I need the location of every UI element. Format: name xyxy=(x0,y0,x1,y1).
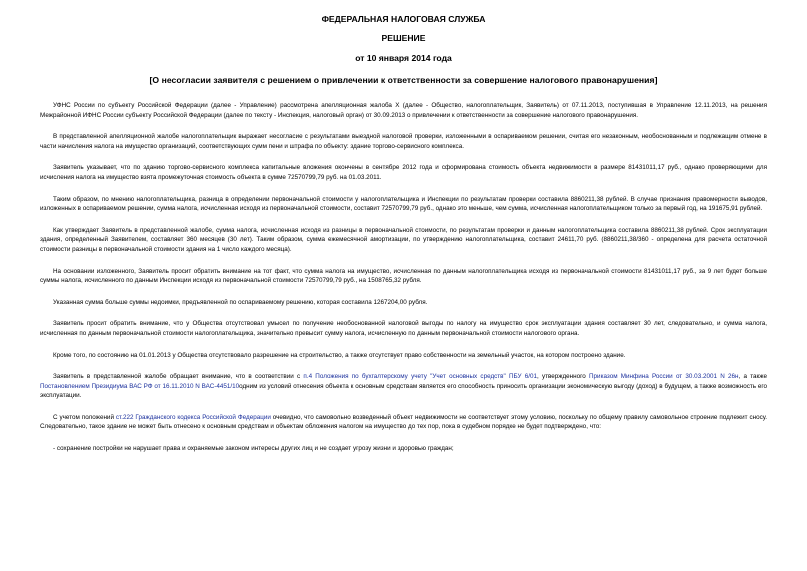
paragraph-text: Заявитель в представленной жалобе обращает внимание, что в соответствии с xyxy=(53,373,304,381)
pbu-6-01-link[interactable]: п.4 Положения по бухгалтерскому учету "Учет основных средств" ПБУ 6/01 xyxy=(303,373,537,381)
paragraph-text: С учетом положений xyxy=(53,413,116,421)
paragraph-text: , а также xyxy=(738,373,767,381)
paragraph-with-links xyxy=(40,413,767,432)
vas-resolution-link[interactable]: Постановлением Президиума ВАС РФ от 16.11.2010 N ВАС-4451/10 xyxy=(40,382,240,390)
document-date: от 10 января 2014 года xyxy=(355,53,452,63)
paragraph: - сохранение постройки не нарушает права и охраняемые законом интересы других лиц и не создает угрозу жизни и здоровью граждан; xyxy=(53,445,454,453)
paragraph-with-links xyxy=(40,372,767,401)
civil-code-link[interactable]: ст.222 Гражданского кодекса Российской Федерации xyxy=(115,413,271,421)
paragraph: В представленной апелляционной жалобе налогоплательщик выражает несогласие с результатами выездной налоговой проверки, изложенными в оспариваемом решении, считая его незаконным, необоснованным и подлежащим отмене в части начисления налога на имущество организаций, соответствующих сумм пени и штрафа по объекту: здание торгово-сервисного комплекса. xyxy=(40,133,767,150)
paragraph: Заявитель указывает, что по зданию торгово-сервисного комплекса капитальные вложения окончены в сентябре 2012 года и сформирована стоимость объекта недвижимости в размере 81431011,17 руб., однако проверяющими для исчисления налога на имущество взята промежуточная стоимость объекта в сумме 72570799,79 руб. на 01.03.2011. xyxy=(40,164,767,181)
document-subject: [О несогласии заявителя с решением о привлечении к ответственности за совершение налогового правонарушения] xyxy=(149,75,658,85)
paragraph: На основании изложенного, Заявитель просит обратить внимание на тот факт, что сумма налога на имущество, исчисленная по данным налогоплательщика исходя из первоначальной стоимости 81431011,17 руб., за 9 лет будет больше суммы налога, исчисленного по данным Инспекции исходя из первоначальной стоимости 72570799,79 руб., на 1508765,32 рубля. xyxy=(40,267,767,285)
paragraph: Таким образом, по мнению налогоплательщика, разница в определении первоначальной стоимости у налогоплательщика и Инспекции по результатам проверки составила 8860211,38 рублей. В случае признания правомерности выводов, изложенных в оспариваемом решении, сумма налога, исчисленная исходя из первоначальной стоимости, составит 72570799,79 руб., однако это меньше, чем сумма, исчисленная налогоплательщиком только за первый год, на 191675,91 рублей. xyxy=(40,195,767,213)
minfin-order-link[interactable]: Приказом Минфина России от 30.03.2001 N 26н xyxy=(589,373,739,381)
document-type: РЕШЕНИЕ xyxy=(381,33,426,43)
paragraph: Заявитель просит обратить внимание, что у Общества отсутствовал умысел по получение необоснованной налоговой выгоды по налогу на имущество срок эксплуатации здания составляет 30 лет, следовательно, и сумма налога, исчисленная по данным первоначальной стоимости налогоплательщика, значительно превысит сумму налога, исчисленную по данным первоначальной стоимости налогового органа. xyxy=(40,320,767,337)
paragraph-text: одним из условий отнесения объекта к основным средствам является его способность приносить организации экономическую выгоду (доход) в будущем, а также возможность его эксплуатации. xyxy=(40,382,767,400)
paragraph: Кроме того, по состоянию на 01.01.2013 у Общества отсутствовало разрешение на строительство, а также отсутствует право собственности на земельный участок, на котором построено здание. xyxy=(53,351,626,359)
org-name: ФЕДЕРАЛЬНАЯ НАЛОГОВАЯ СЛУЖБА xyxy=(321,14,486,24)
paragraph: Указанная сумма больше суммы недоимки, предъявленной по оспариваемому решению, которая составила 1267204,00 рубля. xyxy=(53,298,428,306)
document-body xyxy=(40,101,767,454)
paragraph-text: очевидно, что самовольно возведенный объект недвижимости не соответствует этому условию, поскольку по общему правилу самовольное строение подлежит сносу. Следовательно, такое здание не может быть отнесено к основным средствам и объектам обложения налогом на имущество до тех пор, пока в судебном порядке не будет подтверждено, что: xyxy=(40,413,768,431)
paragraph: Как утверждает Заявитель в представленной жалобе, сумма налога, исчисленная исходя из разницы в первоначальной стоимости, по результатам проверки и данным налогоплательщика составила 8860211,38 рублей. Срок эксплуатации здания, определенный Заявителем, составляет 360 месяцев (30 лет). Таким образом, сумма ежемесячной амортизации, по утверждению налогоплательщика, составит 24611,70 руб. (8860211,38/360 - определена для расчета остаточной стоимости разницы в первоначальной стоимости здания на 1 число каждого месяца). xyxy=(40,226,767,253)
paragraph-text: , утвержденного xyxy=(536,373,590,381)
paragraph: УФНС России по субъекту Российской Федерации (далее - Управление) рассмотрена апелляционная жалоба Х (далее - Общество, налогоплательщик, Заявитель) от 07.11.2013, поступившая в Управление 12.11.2013, на решения Межрайонной ИФНС России субъекту Российской Федерации (далее по тексту - Инспекция, налоговый орган) от 30.09.2013 о привлечении к ответственности за совершение налогового правонарушения. xyxy=(40,102,767,119)
